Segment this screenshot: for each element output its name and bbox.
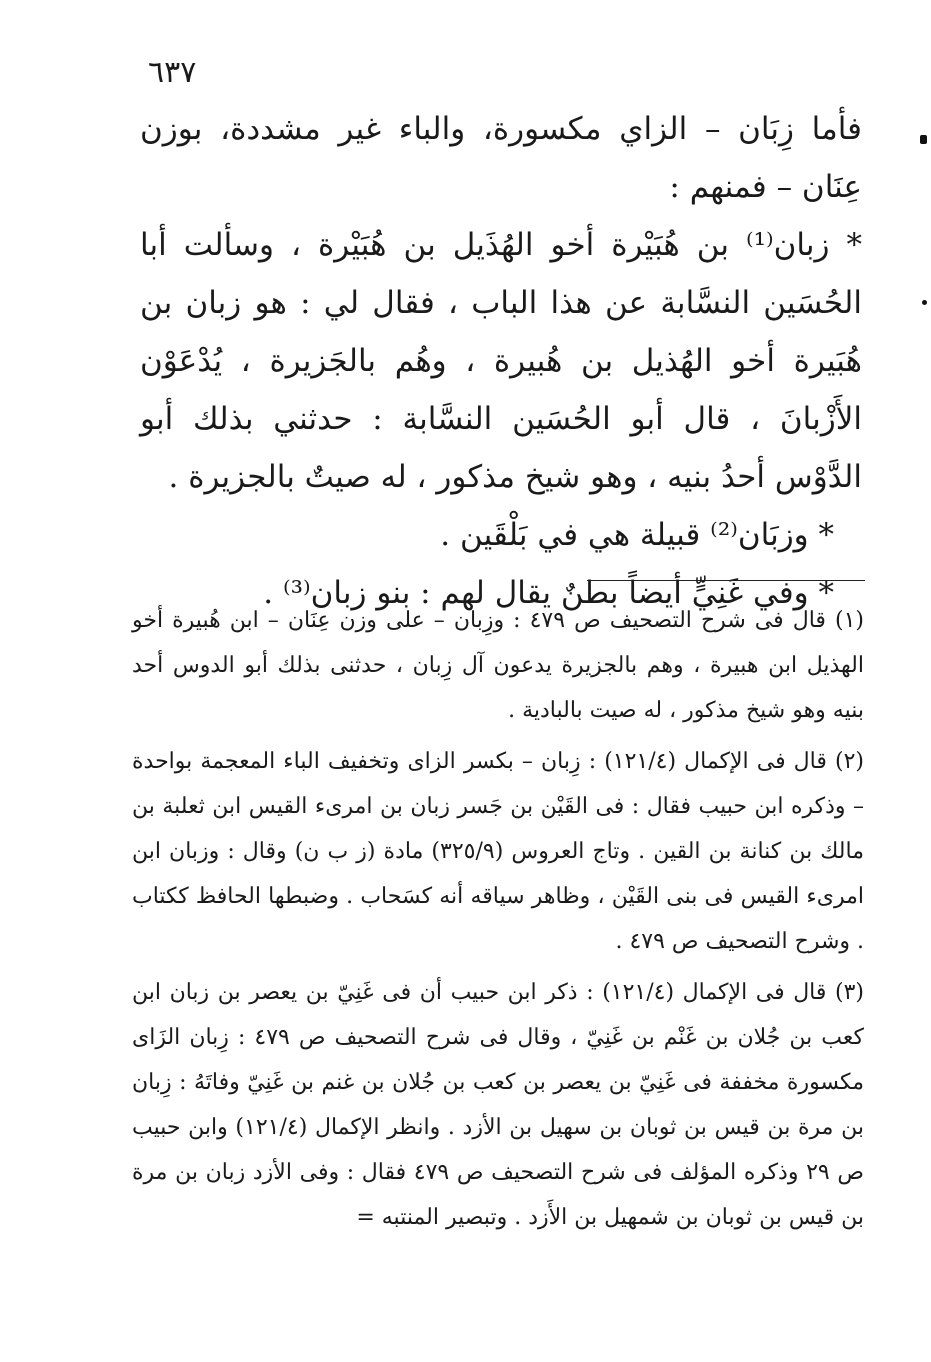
footnote-2: (٢) قال فى الإكمال (١٢١/٤) : زِبان – بكسر الزاى وتخفيف الباء المعجمة بواحدة – وذكره ابن حبيب فقال : فى القَيْن بن جَسر زبان بن امرىء القيس ابن ثعلبة بن مالك بن كنانة بن القين . وتاج العروس (٣٢٥/٩) مادة (ز ب ن) وقال : وزبان ابن امرىء القيس فى بنى القَيْن ، وظاهر سياقه أنه كسَحاب . وضبطها الحافظ ككتاب . وشرح التصحيف ص ٤٧٩ .: [132, 749, 864, 954]
intro-paragraph: فأما زِبَان – الزاي مكسورة، والباء غير مشددة، بوزن عِنَان – فمنهم :: [140, 111, 862, 205]
page-number: ٦٣٧: [148, 55, 197, 90]
entry-zubban-ghani: * وفي غَنِيٍّ أيضاً بطنٌ يقال لهم : بنو زبان⁽³⁾ .: [263, 575, 834, 611]
margin-mark: [922, 300, 927, 305]
main-text: [140, 100, 862, 622]
footnote-3: (٣) قال فى الإكمال (١٢١/٤) : ذكر ابن حبيب أن فى غَنِيّ بن يعصر بن زبان ابن كعب بن جُلان بن غَنْم بن غَنِيّ ، وقال فى شرح التصحيف ص ٤٧٩ : زِبان الزَاى مكسورة مخففة فى غَنِيّ بن يعصر بن كعب بن جُلان بن غنم بن غَنِيّ وفاتَهُ : زِبان بن مرة بن قيس بن ثوبان بن سهيل بن الأزد . وانظر الإكمال (١٢١/٤) وابن حبيب ص ٢٩ وذكره المؤلف فى شرح التصحيف ص ٤٧٩ فقال : وفى الأزد زبان بن مرة بن قيس بن ثوبان بن شمهيل بن الأَزد . وتبصير المنتبه =: [132, 980, 865, 1230]
footnote-1: (١) قال فى شرح التصحيف ص ٤٧٩ : وزِبان – على وزن عِنَان – ابن هُبيرة أخو الهذيل ابن هبيرة ، وهم بالجزيرة يدعون آل زِبان ، حدثنى بذلك أبو الدوس أحد بنيه وهو شيخ مذكور ، له صيت بالبادية .: [132, 608, 864, 723]
footnotes: [132, 598, 864, 1246]
margin-mark: [920, 135, 927, 144]
footnote-separator: [587, 580, 865, 581]
entry-zubban-balqayn: * وزبَان⁽²⁾ قبيلة هي في بَلْقَين .: [440, 517, 834, 553]
entry-zubban-ibn-hubayra: * زبان⁽¹⁾ بن هُبَيْرة أخو الهُذَيل بن هُبَيْرة ، وسألت أبا الحُسَين النسَّابة عن هذا الباب ، فقال لي : هو زبان بن هُبَيرة أخو الهُذيل بن هُبيرة ، وهُم بالجَزيرة ، يُدْعَوْن الأَزْبانَ ، قال أبو الحُسَين النسَّابة : حدثني بذلك أبو الدَّوْس أحدُ بنيه ، وهو شيخ مذكور ، له صيتٌ بالجزيرة .: [140, 227, 862, 495]
